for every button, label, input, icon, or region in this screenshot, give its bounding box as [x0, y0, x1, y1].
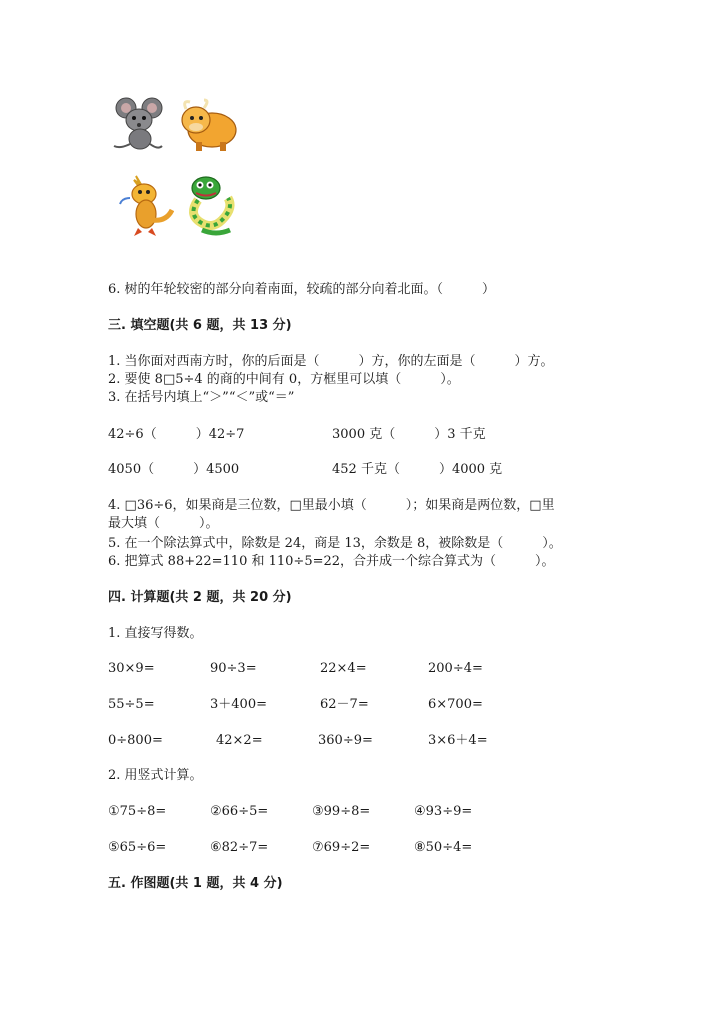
fill-question-4-line-1: 4. □36÷6，如果商是三位数，□里最小填（ ）；如果商是两位数，□里	[108, 498, 555, 513]
direct-calc-item: 0÷800=	[108, 733, 163, 748]
fill-question-2: 2. 要使 8□5÷4 的商的中间有 0，方框里可以填（ ）。	[108, 372, 460, 387]
vertical-calc-item: ①75÷8=	[108, 804, 167, 819]
direct-calc-item: 42×2=	[216, 733, 263, 748]
compare-item: 3000 克（ ）3 千克	[332, 427, 486, 442]
direct-calc-item: 90÷3=	[210, 661, 257, 676]
mouse-illustration	[112, 94, 170, 154]
section-3-title: 三. 填空题(共 6 题，共 13 分)	[108, 318, 292, 333]
fill-question-1: 1. 当你面对西南方时，你的后面是（ ）方，你的左面是（ ）方。	[108, 354, 554, 369]
direct-calc-item: 6×700=	[428, 697, 483, 712]
compare-item: 452 千克（ ）4000 克	[332, 462, 503, 477]
vertical-calc-item: ⑤65÷6=	[108, 840, 167, 855]
direct-calc-item: 62－7=	[320, 697, 369, 712]
calc-question-2: 2. 用竖式计算。	[108, 768, 203, 783]
vertical-calc-item: ③99÷8=	[312, 804, 371, 819]
vertical-calc-item: ④93÷9=	[414, 804, 473, 819]
vertical-calc-item: ②66÷5=	[210, 804, 269, 819]
ox-illustration	[174, 96, 240, 154]
direct-calc-item: 30×9=	[108, 661, 155, 676]
compare-item: 42÷6（ ）42÷7	[108, 427, 245, 442]
compare-item: 4050（ ）4500	[108, 462, 240, 477]
vertical-calc-item: ⑦69÷2=	[312, 840, 371, 855]
direct-calc-item: 3×6＋4=	[428, 733, 488, 748]
fill-question-3: 3. 在括号内填上“＞”“＜”或“＝”	[108, 390, 295, 405]
snake-illustration	[182, 174, 240, 236]
section-4-title: 四. 计算题(共 2 题，共 20 分)	[108, 590, 292, 605]
question-6-tree-rings: 6. 树的年轮较密的部分向着南面，较疏的部分向着北面。（ ）	[108, 282, 496, 297]
direct-calc-item: 55÷5=	[108, 697, 155, 712]
vertical-calc-item: ⑥82÷7=	[210, 840, 269, 855]
section-5-title: 五. 作图题(共 1 题，共 4 分)	[108, 876, 283, 891]
direct-calc-item: 360÷9=	[318, 733, 373, 748]
fill-question-6: 6. 把算式 88+22=110 和 110÷5=22，合并成一个综合算式为（ ）。	[108, 554, 555, 569]
dragon-illustration	[116, 172, 174, 238]
direct-calc-item: 3＋400=	[210, 697, 267, 712]
vertical-calc-item: ⑧50÷4=	[414, 840, 473, 855]
direct-calc-item: 200÷4=	[428, 661, 483, 676]
direct-calc-item: 22×4=	[320, 661, 367, 676]
fill-question-4-line-2: 最大填（ ）。	[108, 516, 219, 531]
fill-question-5: 5. 在一个除法算式中，除数是 24，商是 13，余数是 8，被除数是（ ）。	[108, 536, 562, 551]
calc-question-1: 1. 直接写得数。	[108, 626, 203, 641]
